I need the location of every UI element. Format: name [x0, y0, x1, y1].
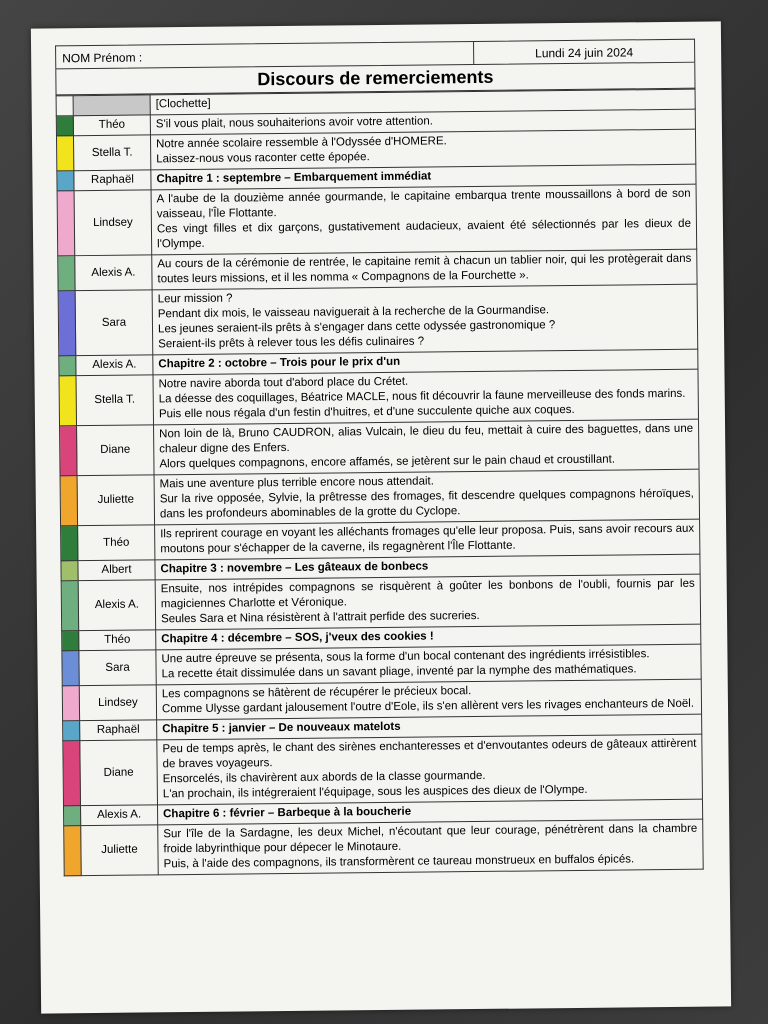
speaker-color-swatch: [59, 356, 76, 376]
text-line: Chapitre 1 : septembre – Embarquement immédiat: [156, 170, 432, 186]
speaker-color-swatch: [56, 116, 73, 136]
speaker-name: Théo: [78, 525, 155, 561]
text-line: Chapitre 6 : février – Barbeque à la boucherie: [163, 805, 412, 821]
text-line: Non loin de là, Bruno CAUDRON, alias Vulcain, le dieu du feu, mettait à cuire des baguettes, dans une chaleur digne des Enfers.: [159, 422, 694, 456]
speaker-name: Diane: [80, 740, 158, 806]
text-line: Ensorcelés, ils chavirèrent aux abords de la classe gourmande.: [162, 769, 486, 786]
speaker-name: Lindsey: [74, 190, 152, 256]
speech-table: [56, 89, 704, 877]
speech-text: [158, 819, 703, 875]
speaker-name: Sara: [75, 290, 153, 356]
speech-text: [155, 519, 700, 560]
text-line: Chapitre 3 : novembre – Les gâteaux de bonbecs: [160, 560, 429, 576]
speaker-name: Alexis A.: [76, 355, 153, 376]
speech-text: [154, 419, 699, 475]
speaker-color-swatch: [62, 651, 79, 686]
text-line: La déesse des coquillages, Béatrice MACLE, nous fit découvrir la faune merveilleuse des fonds marins.: [158, 387, 686, 406]
speaker-name: Albert: [78, 560, 155, 581]
text-line: Laissez-nous vous raconter cette épopée.: [156, 151, 370, 166]
speaker-name: Juliette: [77, 475, 155, 526]
name-label: NOM Prénom :: [56, 42, 474, 68]
speaker-color-swatch: [64, 826, 82, 876]
speech-text: [152, 249, 697, 290]
text-line: Chapitre 5 : janvier – De nouveaux matelots: [162, 720, 401, 736]
speaker-name: Raphaël: [80, 720, 157, 741]
speaker-name: Diane: [77, 425, 155, 476]
text-line: Les jeunes seraient-ils prêts à s'engager dans cette odyssée gastronomique ?: [157, 319, 556, 336]
speaker-color-swatch: [57, 171, 74, 191]
speaker-color-swatch: [57, 191, 75, 256]
speaker-name: Alexis A.: [75, 255, 152, 291]
table-row: [58, 284, 698, 356]
speaker-color-swatch: [61, 581, 79, 631]
text-line: Chapitre 4 : décembre – SOS, j'veux des cookies !: [161, 630, 434, 646]
text-line: Puis, à l'aide des compagnons, ils transformèrent ce taureau monstrueux en buffalos épicés.: [163, 853, 635, 871]
speaker-name: Sara: [79, 650, 156, 686]
speech-text: [155, 574, 700, 630]
speaker-color-swatch: [56, 136, 73, 171]
speaker-color-swatch: [59, 376, 77, 426]
speaker-color-swatch: [63, 721, 80, 741]
text-line: Les compagnons se hâtèrent de récupérer le précieux bocal.: [161, 685, 472, 701]
speaker-color-swatch: [61, 561, 78, 581]
text-line: Sur la rive opposée, Sylvie, la prêtresse des fromages, fit descendre quelques compagnons héroïques, dans les profondeurs abominables de la grotte du Cyclope.: [159, 487, 694, 521]
speaker-color-swatch: [62, 686, 79, 721]
speaker-color-swatch: [58, 256, 75, 291]
text-line: A l'aube de la douzième année gourmande, le capitaine embarqua trente moussaillons à bord de son vaisseau, l'Île Flottante.: [156, 187, 691, 221]
table-row: [60, 469, 699, 526]
table-row: [57, 184, 697, 256]
speaker-color-swatch: [62, 631, 79, 651]
text-line: Ces vingt filles et dix garçons, gustativement audacieux, avaient été sélectionnés par les dieux de l'Olympe.: [156, 217, 692, 251]
speech-text: [152, 284, 698, 355]
speaker-color-swatch: [64, 806, 81, 826]
text-line: Une autre épreuve se présenta, sous la forme d'un bocal contenant des ingrédients irrésistibles.: [161, 648, 650, 666]
speaker-name: [73, 95, 150, 116]
speech-text: [151, 184, 697, 255]
speaker-color-swatch: [61, 526, 78, 561]
table-row: [64, 819, 703, 876]
speaker-color-swatch: [58, 291, 76, 356]
speaker-name: Alexis A.: [81, 805, 158, 826]
text-line: Chapitre 2 : octobre – Trois pour le prix d'un: [158, 355, 401, 371]
table-row: [60, 419, 699, 476]
speaker-name: Raphaël: [74, 170, 151, 191]
speaker-color-swatch: [60, 426, 78, 476]
text-line: Sur l'île de la Sardagne, les deux Michel, n'écoutant que leur courage, pénétrèrent dans la chambre froide labyrinthique pour dépecer le Minotaure.: [163, 822, 698, 856]
document: [55, 39, 704, 877]
speech-text: [157, 734, 703, 805]
speech-text: [150, 129, 695, 170]
speech-text: [153, 369, 698, 425]
table-row: [61, 574, 700, 631]
speaker-name: Stella T.: [73, 135, 150, 171]
speaker-color-swatch: [63, 741, 81, 806]
text-line: Mais une aventure plus terrible encore nous attendait.: [159, 475, 434, 491]
speech-text: [156, 679, 701, 720]
text-line: Ensuite, nos intrépides compagnons se risquèrent à goûter les bonbons de l'oubli, fournis par les magiciennes Charlotte et Véronique.: [160, 577, 695, 611]
date-label: Lundi 24 juin 2024: [535, 45, 634, 61]
text-line: Notre année scolaire ressemble à l'Odyssée d'HOMERE.: [156, 135, 447, 151]
text-line: Seraient-ils prêts à relever tous les défis culinaires ?: [158, 335, 425, 351]
text-line: L'an prochain, ils intégreraient l'équipage, sous les auspices des dieux de l'Olympe.: [162, 783, 588, 801]
page-title: Discours de remerciements: [55, 63, 695, 96]
paper-sheet: [31, 21, 731, 1013]
speaker-name: Lindsey: [79, 685, 156, 721]
speaker-name: Théo: [79, 630, 156, 651]
text-line: Alors quelques compagnons, encore affamés, se jetèrent sur le pain chaud et croustillant.: [159, 453, 616, 471]
text-line: Comme Ulysse gardant jalousement l'outre d'Eole, ils s'en allèrent vers les rivages enchanteurs de Noël.: [161, 697, 695, 716]
text-line: Seules Sara et Nina résistèrent à l'attrait perfide des sucreries.: [160, 609, 480, 626]
text-line: Puis elle nous régala d'un festin d'huitres, et d'une succulente quiche aux coques.: [158, 403, 575, 421]
text-line: Ils reprirent courage en voyant les alléchants fromages qu'elle leur proposa. Puis, sans avoir recours aux moutons pour s'échapper de la caverne, ils regagnèrent l'Île Flottante.: [160, 522, 695, 556]
text-line: La recette était dissimulée dans un savant pliage, inventé par la nymphe des mathématiques.: [161, 663, 637, 681]
speech-text: [156, 644, 701, 685]
speaker-name: Juliette: [81, 825, 159, 876]
speaker-color-swatch: [56, 96, 73, 116]
speaker-name: Alexis A.: [78, 580, 156, 631]
speaker-name: Stella T.: [76, 375, 154, 426]
text-line: Pendant dix mois, le vaisseau naviguerait à la recherche de la Gourmandise.: [157, 304, 550, 321]
table-row: [59, 369, 698, 426]
text-line: S'il vous plait, nous souhaiterions avoir votre attention.: [155, 115, 433, 131]
text-line: Notre navire aborda tout d'abord place du Crétet.: [158, 375, 409, 391]
text-line: Leur mission ?: [157, 292, 233, 306]
text-line: Au cours de la cérémonie de rentrée, le capitaine remit à chacun un tablier noir, qui les protègerait dans toutes leurs missions, et il les nomma « Compagnons de la Fourchette ».: [157, 252, 692, 286]
table-row: [63, 734, 703, 806]
speaker-name: Théo: [73, 115, 150, 136]
speaker-color-swatch: [60, 476, 78, 526]
speech-text: [154, 469, 699, 525]
text-line: [Clochette]: [155, 97, 211, 111]
text-line: Peu de temps après, le chant des sirènes enchanteresses et d'envoutantes odeurs de gâteaux attirèrent de braves voyageurs.: [162, 737, 697, 771]
